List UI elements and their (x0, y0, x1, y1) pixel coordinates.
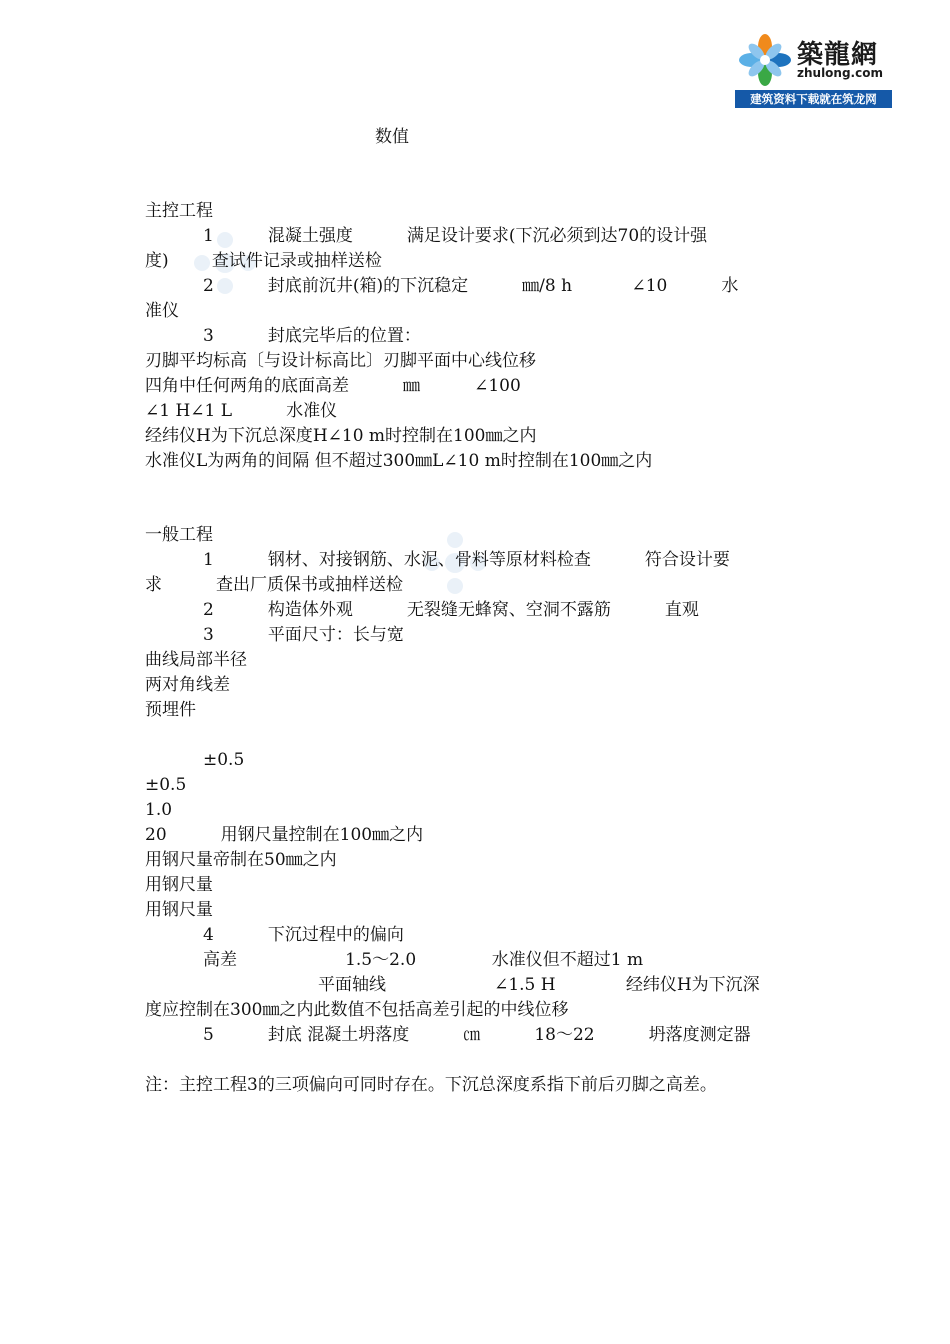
zhulong-logo[interactable] (735, 30, 892, 108)
text-line: 用钢尺量帝制在50㎜之内 (145, 850, 337, 870)
text-line: 2 构造体外观 无裂缝无蜂窝、空洞不露筋 直观 (203, 600, 699, 620)
note-line: 注：主控工程3的三项偏向可同时存在。下沉总深度系指下前后刃脚之高差。 (145, 1075, 717, 1095)
text-line: ±0.5 (145, 775, 187, 795)
logo-tagline: 建筑资料下载就在筑龙网 (735, 90, 892, 108)
text-line: 3 平面尺寸：长与宽 (203, 625, 404, 645)
text-line: 2 封底前沉井(箱)的下沉稳定 ㎜/8 h ∠10 水 (203, 276, 739, 296)
text-line: 预埋件 (145, 700, 196, 720)
text-line: 高差 1.5～2.0 水准仪但不超过1 m (203, 950, 644, 970)
text-line: 曲线局部半径 (145, 650, 247, 670)
text-line: 平面轴线 ∠1.5 H 经纬仪H为下沉深 (318, 975, 760, 995)
text-line: 求 查出厂质保书或抽样送检 (145, 575, 404, 595)
text-line: 度应控制在300㎜之内此数值不包括高差引起的中线位移 (145, 1000, 569, 1020)
text-line: 刃脚平均标高〔与设计标高比〕刃脚平面中心线位移 (145, 351, 536, 371)
text-line: 20 用钢尺量控制在100㎜之内 (145, 825, 424, 845)
text-line: 1 钢材、对接钢筋、水泥、骨料等原材料检查 符合设计要 (203, 550, 730, 570)
section-heading-general: 一般工程 (145, 525, 213, 545)
text-line: 1.0 (145, 800, 173, 820)
text-line: 1 混凝土强度 满足设计要求(下沉必须到达70的设计强 (203, 226, 708, 246)
text-line: 3 封底完毕后的位置： (203, 326, 421, 346)
text-line: 4 下沉过程中的偏向 (203, 925, 404, 945)
text-line: 用钢尺量 (145, 875, 213, 895)
logo-top (735, 30, 892, 88)
zhulong-star-icon (737, 32, 793, 88)
logo-domain: zhulong.com (797, 66, 883, 80)
logo-name-cn: 築龍網 (797, 40, 879, 70)
text-line: 两对角线差 (145, 675, 230, 695)
heading-values: 数值 (375, 127, 409, 147)
text-line: 经纬仪H为下沉总深度H∠10 m时控制在100㎜之内 (145, 426, 537, 446)
text-line: 准仪 (145, 301, 179, 321)
section-heading-main-control: 主控工程 (145, 201, 213, 221)
text-line: 5 封底 混凝土坍落度 ㎝ 18～22 坍落度测定器 (203, 1025, 751, 1045)
text-line: 度) 查试件记录或抽样送检 (145, 251, 382, 271)
text-line: 用钢尺量 (145, 900, 213, 920)
text-line: 四角中任何两角的底面高差 ㎜ ∠100 (145, 376, 521, 396)
text-line: 水准仪L为两角的间隔 但不超过300㎜L∠10 m时控制在100㎜之内 (145, 451, 653, 471)
text-line: ±0.5 (203, 750, 245, 770)
text-line: ∠1 H∠1 L 水准仪 (145, 401, 338, 421)
